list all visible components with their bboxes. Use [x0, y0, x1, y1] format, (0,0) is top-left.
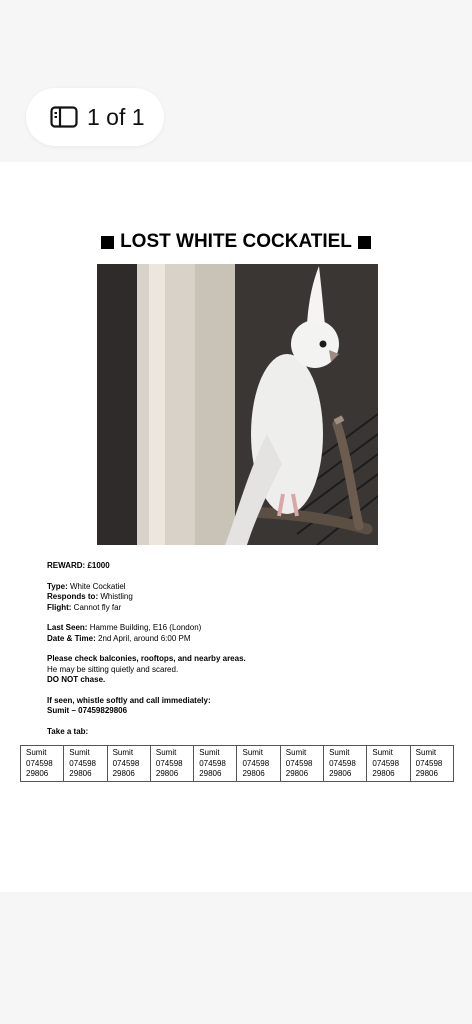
tear-tab[interactable]: Sumit 074598 29806	[280, 746, 323, 782]
last-seen-label: Last Seen:	[47, 623, 88, 632]
type-label: Type:	[47, 581, 68, 591]
square-bullet-icon	[101, 236, 114, 249]
contact-line: Sumit – 07459829806	[47, 706, 128, 715]
page-indicator-label: 1 of 1	[87, 103, 145, 130]
tear-tab[interactable]: Sumit 074598 29806	[107, 746, 150, 782]
datetime-label: Date & Time:	[47, 633, 96, 643]
tear-tab[interactable]: Sumit 074598 29806	[237, 746, 280, 782]
flyer-details	[47, 561, 447, 737]
tear-tab[interactable]: Sumit 074598 29806	[150, 746, 193, 782]
last-seen-value: Hamme Building, E16 (London)	[89, 623, 202, 632]
tear-tab[interactable]: Sumit 074598 29806	[410, 746, 453, 782]
tear-tab[interactable]: Sumit 074598 29806	[324, 746, 367, 782]
tear-tab[interactable]: Sumit 074598 29806	[367, 746, 410, 782]
reward-text: REWARD: £1000	[47, 561, 110, 570]
flight-value: Cannot fly far	[73, 602, 122, 612]
responds-value: Whistling	[100, 592, 133, 601]
cockatiel-photo	[97, 264, 378, 545]
flyer-title	[0, 231, 472, 253]
type-value: White Cockatiel	[69, 581, 126, 591]
page-indicator[interactable]	[26, 88, 164, 146]
responds-label: Responds to:	[47, 592, 99, 601]
flyer-title-text: LOST WHITE COCKATIEL	[120, 231, 352, 252]
tear-tab[interactable]: Sumit 074598 29806	[21, 746, 64, 782]
tabs-heading: Take a tab:	[47, 726, 89, 736]
document-page	[0, 162, 472, 892]
tear-tab[interactable]: Sumit 074598 29806	[64, 746, 107, 782]
datetime-value: 2nd April, around 6:00 PM	[98, 633, 191, 643]
behavior-line: He may be sitting quietly and scared.	[47, 664, 179, 674]
tear-tab[interactable]: Sumit 074598 29806	[194, 746, 237, 782]
sidebar-panel-icon	[50, 106, 78, 128]
warning-line: DO NOT chase.	[47, 675, 106, 684]
tear-off-tabs	[20, 745, 454, 782]
flight-label: Flight:	[47, 602, 72, 612]
instruction-line: If seen, whistle softly and call immediately:	[47, 695, 211, 705]
square-bullet-icon	[358, 236, 371, 249]
check-line: Please check balconies, rooftops, and nearby areas.	[47, 654, 246, 663]
